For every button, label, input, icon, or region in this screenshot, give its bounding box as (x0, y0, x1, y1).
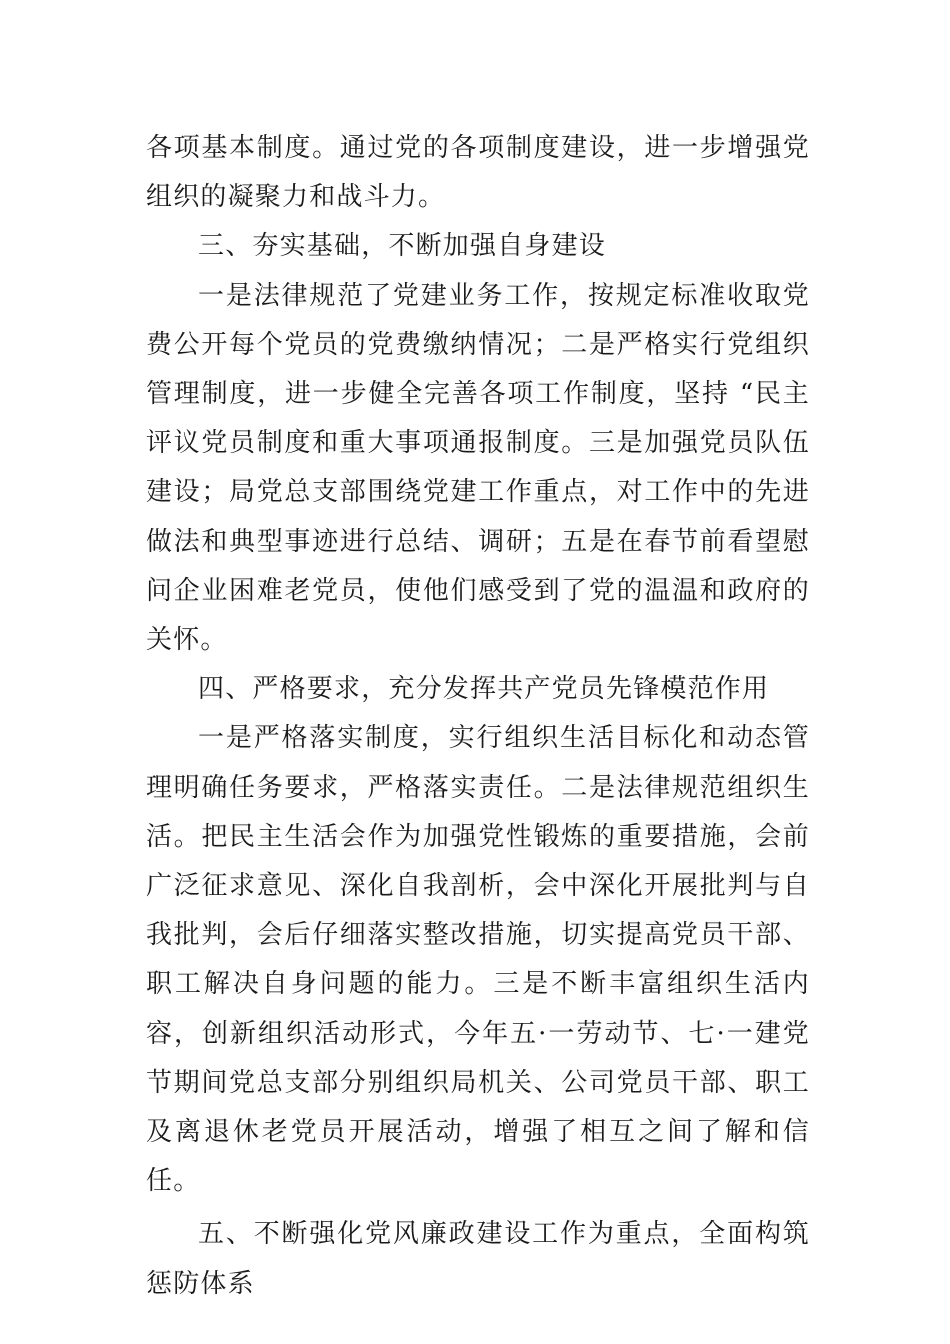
section-heading-4: 四、严格要求，充分发挥共产党员先锋模范作用 (198, 674, 770, 705)
section-heading-5: 五、不断强化党风廉政建设工作为重点，全面构筑惩防体系 (146, 1219, 810, 1299)
paragraph-continued: 各项基本制度。通过党的各项制度建设，进一步增强党组织的凝聚力和战斗力。 (146, 133, 810, 213)
paragraph-section-4: 一是严格落实制度，实行组织生活目标化和动态管理明确任务要求，严格落实责任。二是法律规范组织生活。把民主生活会作为加强党性锻炼的重要措施，会前广泛征求意见、深化自我剖析，会中深化开展批判与自我批判，会后仔细落实整改措施，切实提高党员干部、职工解决自身问题的能力。三是不断丰富组织生活内容，创新组织活动形式，今年五·一劳动节、七·一建党节期间党总支部分别组织局机关、公司党员干部、职工及离退休老党员开展活动，增强了相互之间了解和信任。 (146, 723, 810, 1197)
section-heading-3: 三、夯实基础，不断加强自身建设 (198, 231, 607, 262)
paragraph-section-3: 一是法律规范了党建业务工作，按规定标准收取党费公开每个党员的党费缴纳情况；二是严格实行党组织管理制度，进一步健全完善各项工作制度，坚持 “民主评议党员制度和重大事项通报制度。三是加强党员队伍建设；局党总支部围绕党建工作重点，对工作中的先进做法和典型事迹进行总结、调研；五是在春节前看望慰问企业困难老党员，使他们感受到了党的温温和政府的关怀。 (146, 280, 810, 656)
document-body (146, 124, 810, 1309)
